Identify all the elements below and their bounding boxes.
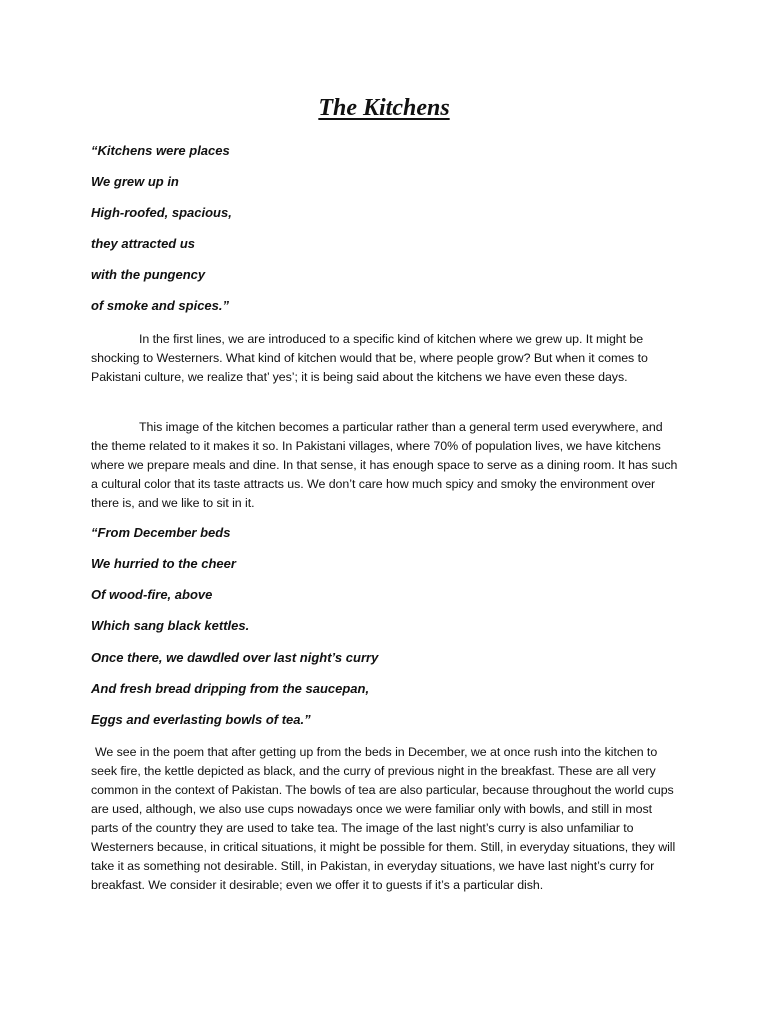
verse-line: with the pungency bbox=[91, 267, 206, 282]
verse-line: “From December beds bbox=[91, 525, 231, 540]
verse-line: We grew up in bbox=[91, 174, 179, 189]
verse-line: We hurried to the cheer bbox=[91, 556, 236, 571]
body-paragraph: We see in the poem that after getting up from the beds in December, we at once rush into the kitchen to seek fire, the kettle depicted as black, and the curry of previous night in the breakfast. These are all very common in the context of Pakistan. The bowls of tea are also particular, because throughout the world cups are used, although, we also use cups nowadays once we were familiar only with bowls, and still in most parts of the country they are used to take tea. The image of the last night’s curry is also unfamiliar to Westerners because, in critical situations, it might be possible for them. Still, in everyday situations, they will take it as something not desirable. Still, in Pakistan, in everyday situations, we have last night’s curry for breakfast. We consider it desirable; even we offer it to guests if it’s a particular dish. bbox=[91, 745, 676, 892]
verse-line: And fresh bread dripping from the saucepan, bbox=[91, 681, 370, 696]
verse-line: they attracted us bbox=[91, 236, 196, 251]
verse-line: of smoke and spices.” bbox=[91, 298, 229, 313]
verse-line: Which sang black kettles. bbox=[91, 618, 250, 633]
verse-line: Once there, we dawdled over last night’s curry bbox=[91, 650, 379, 665]
document-title: The Kitchens bbox=[318, 95, 450, 121]
verse-line: Eggs and everlasting bowls of tea.” bbox=[91, 712, 311, 727]
body-paragraph: In the first lines, we are introduced to a specific kind of kitchen where we grew up. It might be shocking to Westerners. What kind of kitchen would that be, where people grow? But when it comes to Pakistani culture, we realize that’ yes’; it is being said about the kitchens we have even these days. bbox=[91, 332, 648, 384]
verse-line: Of wood-fire, above bbox=[91, 587, 213, 602]
verse-line: High-roofed, spacious, bbox=[91, 205, 232, 220]
body-paragraph: This image of the kitchen becomes a particular rather than a general term used everywhere, and the theme related to it makes it so. In Pakistani villages, where 70% of population lives, we have kitchens where we prepare meals and dine. In that sense, it has enough space to serve as a dining room. It has such a cultural color that its taste attracts us. We don’t care how much spicy and smoky the environment over there is, and we like to sit in it. bbox=[91, 420, 678, 510]
verse-line: “Kitchens were places bbox=[91, 143, 230, 158]
